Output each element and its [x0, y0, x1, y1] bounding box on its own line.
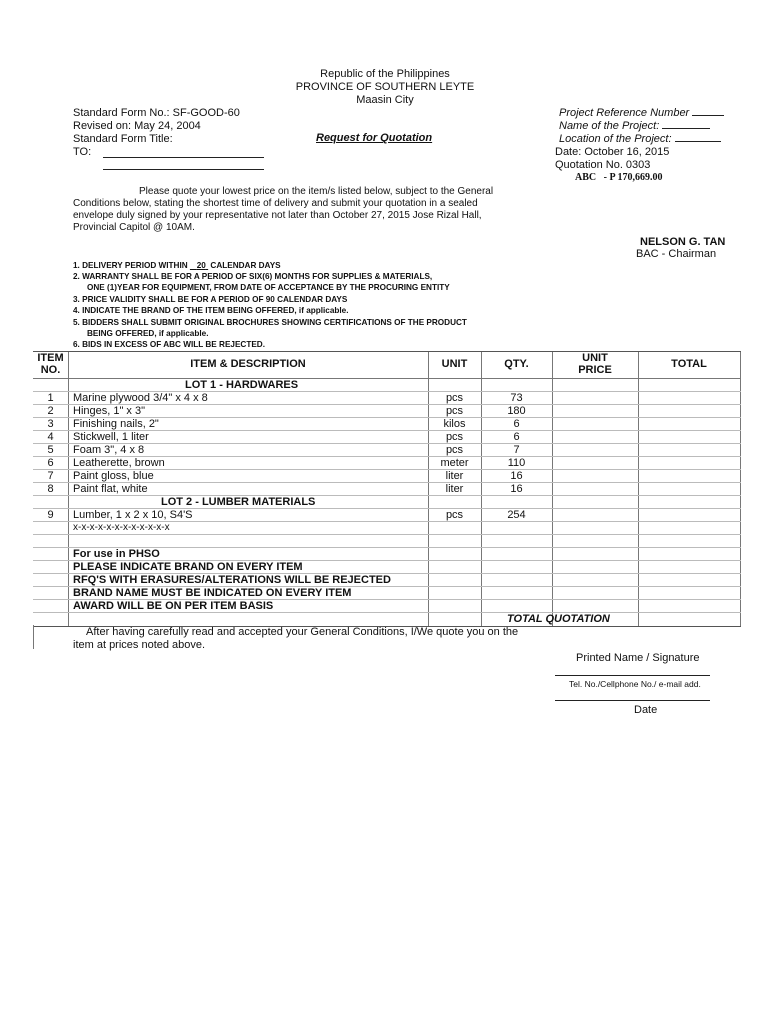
header-divider [33, 378, 741, 379]
signature-line[interactable] [555, 675, 710, 676]
contact-line[interactable] [555, 700, 710, 701]
quotation-number: Quotation No. 0303 [555, 159, 651, 171]
row-description: Leatherette, brown [73, 457, 165, 469]
row-qty: 16 [510, 470, 523, 482]
row-description: Marine plywood 3/4" x 4 x 8 [73, 392, 208, 404]
intro-line-2: Conditions below, stating the shortest time of delivery and submit your quotation in a sealed [73, 198, 478, 209]
row-no: 2 [47, 405, 54, 417]
form-title-label: Standard Form Title: [73, 133, 173, 145]
closing-line-1: After having carefully read and accepted your General Conditions, I/We quote you on the [86, 626, 519, 638]
condition-5-cont: BEING OFFERED, if applicable. [87, 329, 209, 338]
project-reference-label: Project Reference Number [559, 107, 724, 119]
row-unit: meter [440, 457, 469, 469]
row-qty: 110 [507, 457, 526, 469]
row-qty: 180 [507, 405, 526, 417]
condition-4: 4. INDICATE THE BRAND OF THE ITEM BEING OFFERED, if applicable. [73, 306, 349, 315]
note-award: AWARD WILL BE ON PER ITEM BASIS [73, 600, 274, 612]
row-unit: pcs [445, 405, 464, 417]
condition-1: 1. DELIVERY PERIOD WITHIN 20 CALENDAR DAYS [73, 261, 281, 270]
header-city: Maasin City [356, 94, 414, 106]
row-unit: pcs [445, 431, 464, 443]
header-qty: QTY. [504, 358, 529, 370]
row-description: Paint flat, white [73, 483, 148, 495]
row-description: Stickwell, 1 liter [73, 431, 149, 443]
end-marker: x-x-x-x-x-x-x-x-x-x-x-x [73, 522, 170, 533]
header-item-no: ITEM NO. [37, 352, 64, 376]
intro-line-4: Provincial Capitol @ 10AM. [73, 222, 195, 233]
header-unit: UNIT [441, 358, 468, 370]
condition-2: 2. WARRANTY SHALL BE FOR A PERIOD OF SIX(6) MONTHS FOR SUPPLIES & MATERIALS, [73, 272, 433, 281]
closing-line-2: item at prices noted above. [73, 639, 206, 651]
row-unit: pcs [445, 509, 464, 521]
row-no: 4 [47, 431, 54, 443]
row-description: Lumber, 1 x 2 x 10, S4'S [73, 509, 193, 521]
to-line-1[interactable] [103, 157, 264, 158]
row-description: Paint gloss, blue [73, 470, 154, 482]
row-qty: 6 [513, 431, 520, 443]
row-no: 6 [47, 457, 54, 469]
row-qty: 7 [513, 444, 520, 456]
header-republic: Republic of the Philippines [320, 68, 450, 80]
to-line-2[interactable] [103, 169, 264, 170]
condition-6: 6. BIDS IN EXCESS OF ABC WILL BE REJECTED. [73, 340, 265, 349]
note-phso: For use in PHSO [73, 548, 160, 560]
total-quotation-label: TOTAL QUOTATION [507, 613, 610, 625]
row-unit: liter [445, 470, 464, 482]
row-unit: liter [445, 483, 464, 495]
row-description: Hinges, 1" x 3" [73, 405, 146, 417]
row-unit: kilos [443, 418, 466, 430]
header-description: ITEM & DESCRIPTION [190, 358, 306, 370]
row-description: Finishing nails, 2" [73, 418, 159, 430]
row-unit: pcs [445, 392, 464, 404]
header-total: TOTAL [671, 358, 707, 370]
row-no: 9 [47, 509, 54, 521]
col-divider [740, 352, 741, 626]
row-qty: 16 [510, 483, 523, 495]
condition-3: 3. PRICE VALIDITY SHALL BE FOR A PERIOD OF 90 CALENDAR DAYS [73, 295, 348, 304]
col-divider [68, 352, 69, 626]
quotation-date: Date: October 16, 2015 [555, 146, 670, 158]
lot-1-heading: LOT 1 - HARDWARES [185, 379, 299, 391]
row-qty: 73 [510, 392, 523, 404]
row-qty: 6 [513, 418, 520, 430]
header-province: PROVINCE OF SOUTHERN LEYTE [295, 81, 475, 93]
note-erasures: RFQ'S WITH ERASURES/ALTERATIONS WILL BE REJECTED [73, 574, 391, 586]
signatory-name: NELSON G. TAN [640, 236, 726, 248]
note-brand: PLEASE INDICATE BRAND ON EVERY ITEM [73, 561, 303, 573]
condition-5: 5. BIDDERS SHALL SUBMIT ORIGINAL BROCHURES SHOWING CERTIFICATIONS OF THE PRODUCT [73, 318, 467, 327]
row-no: 7 [47, 470, 54, 482]
condition-2-cont: ONE (1)YEAR FOR EQUIPMENT, FROM DATE OF ACCEPTANCE BY THE PROCURING ENTITY [87, 283, 450, 292]
to-label: TO: [73, 146, 92, 158]
col-divider [638, 352, 639, 626]
printed-name-label: Printed Name / Signature [576, 652, 700, 664]
form-number: Standard Form No.: SF-GOOD-60 [73, 107, 240, 119]
row-description: Foam 3", 4 x 8 [73, 444, 145, 456]
table-border-tail [33, 625, 34, 649]
contact-label: Tel. No./Cellphone No./ e-mail add. [569, 679, 701, 689]
date-label: Date [634, 704, 658, 716]
col-divider [552, 352, 553, 626]
row-no: 1 [47, 392, 54, 404]
form-title: Request for Quotation [316, 132, 433, 144]
row-no: 8 [47, 483, 54, 495]
lot-2-heading: LOT 2 - LUMBER MATERIALS [161, 496, 316, 508]
row-qty: 254 [507, 509, 526, 521]
items-table [33, 351, 741, 627]
row-unit: pcs [445, 444, 464, 456]
intro-line-3: envelope duly signed by your representative not later than October 27, 2015 Jose Rizal Hall, [73, 210, 482, 221]
row-no: 5 [47, 444, 54, 456]
project-name-label: Name of the Project: [559, 120, 710, 132]
abc-amount: ABC - P 170,669.00 [575, 172, 663, 183]
project-location-label: Location of the Project: [559, 133, 721, 145]
note-brand-name: BRAND NAME MUST BE INDICATED ON EVERY ITEM [73, 587, 352, 599]
signatory-position: BAC - Chairman [636, 248, 717, 260]
header-unit-price: UNIT PRICE [578, 352, 612, 376]
intro-line-1: Please quote your lowest price on the item/s listed below, subject to the General [139, 186, 494, 197]
row-no: 3 [47, 418, 54, 430]
revised-date: Revised on: May 24, 2004 [73, 120, 201, 132]
